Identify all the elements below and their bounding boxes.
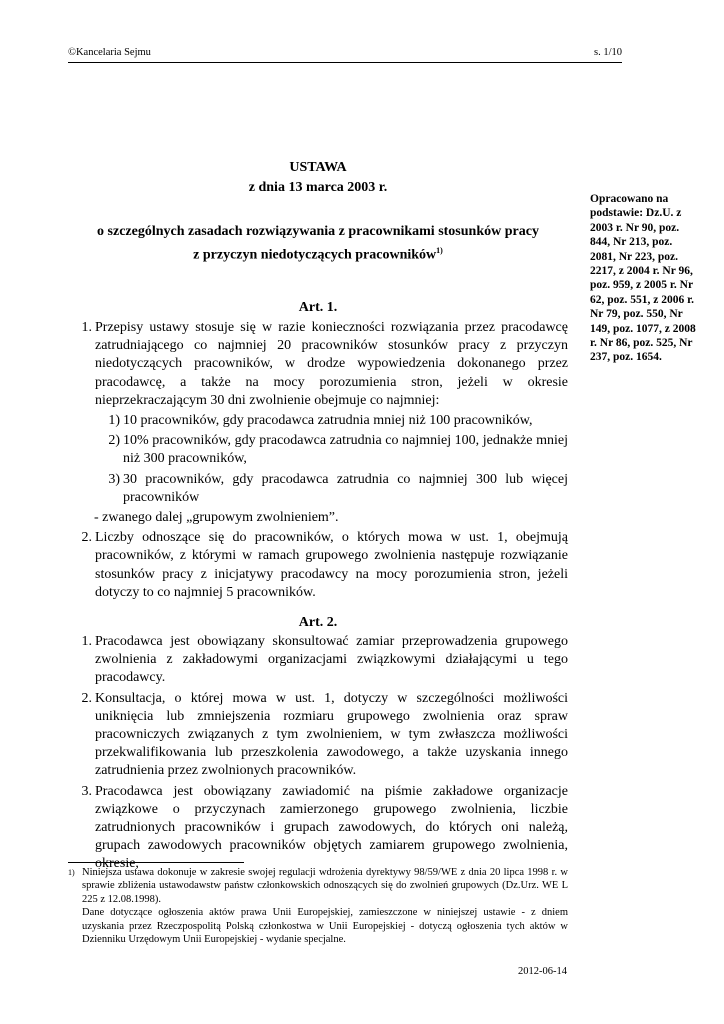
art2-heading: Art. 2. (298, 615, 338, 630)
item-text: 30 pracowników, gdy pracodawca zatrudnia co najmniej 300 lub więcej pracowników (123, 471, 568, 505)
act-subject-line1: o szczególnych zasadach rozwiązywania z pracownikami stosunków pracy (97, 224, 539, 239)
header-rule (68, 62, 622, 63)
paragraph-text: Przepisy ustawy stosuje się w razie konieczności rozwiązania przez pracodawcę zatrudniającego co najmniej 20 pracowników stosunków pracy z przyczyn niedotyczących pracowników, w drodze wypowiedzenia dokonanego przez pracodawcę, a także na mocy porozumienia stron, jeżeli w okresie nieprzekraczającym 30 dni zwolnienie obejmuje co najmniej: (95, 320, 568, 408)
art2-paragraph-2 (68, 690, 568, 781)
paragraph-number: 2. (81, 690, 92, 706)
footnote-rule (68, 862, 244, 863)
art1-trailing-text: - zwanego dalej „grupowym zwolnieniem”. (94, 510, 339, 526)
art1-item-2 (100, 432, 568, 468)
header-source: ©Kancelaria Sejmu (68, 47, 151, 58)
art2-paragraph-3 (68, 783, 568, 874)
art1-body (68, 319, 568, 602)
paragraph-number: 3. (81, 783, 92, 799)
art1-heading: Art. 1. (298, 300, 338, 315)
footnote-text (82, 866, 568, 946)
act-subject (68, 222, 568, 265)
footnote-ref[interactable]: 1) (436, 246, 443, 255)
act-subject-line2: z przyczyn niedotyczących pracowników (193, 247, 437, 263)
page-number: s. 1/10 (593, 47, 622, 58)
paragraph-text: Liczby odnoszące się do pracowników, o których mowa w ust. 1, obejmują pracowników, z którymi w ramach grupowego zwolnienia następuje rozwiązanie stosunków pracy z inicjatywy pracodawcy na mocy porozumienia stron, jeżeli dotyczy to co najmniej 5 pracowników. (95, 530, 568, 600)
act-date: z dnia 13 marca 2003 r. (248, 180, 388, 195)
act-title: USTAWA (289, 160, 347, 175)
page-header (68, 47, 622, 58)
item-number: 2) (108, 433, 120, 449)
art1-paragraph-1 (68, 319, 568, 410)
footnote-text-2: Dane dotyczące ogłoszenia aktów prawa Unii Europejskiej, zamieszczone w niniejszej ustawie - z dniem uzyskania przez Rzeczpospolitą Polską członkostwa w Unii Europejskiej - dotyczą ogłoszenia tych aktów w Dzienniku Urzędowym Unii Europejskiej - wydanie specjalne. (82, 907, 568, 946)
paragraph-number: 1. (81, 320, 92, 335)
footnote-mark: 1) (68, 868, 75, 877)
paragraph-text: Pracodawca jest obowiązany skonsultować zamiar przeprowadzenia grupowego zwolnienia z zakładowymi organizacjami związkowymi działającymi u tego pracodawcy. (95, 634, 568, 686)
item-text: 10 pracowników, gdy pracodawca zatrudnia mniej niż 100 pracowników, (123, 413, 533, 429)
paragraph-number: 1. (81, 634, 92, 649)
item-number: 1) (108, 413, 120, 429)
art1-item-3 (100, 471, 568, 507)
footnote (68, 866, 568, 946)
item-number: 3) (108, 471, 120, 487)
footnote-text-1: Niniejsza ustawa dokonuje w zakresie swojej regulacji wdrożenia dyrektywy 98/59/WE z dnia 20 lipca 1998 r. w sprawie zbliżenia ustawodawstw państw członkowskich odnoszących się do zwolnień grupowych (Dz.Urz. WE L 225 z 12.08.1998). (82, 867, 568, 905)
item-text: 10% pracowników, gdy pracodawca zatrudnia co najmniej 100, jednakże mniej niż 300 pracowników, (123, 433, 568, 467)
art1-paragraph-2 (68, 529, 568, 602)
paragraph-number: 2. (81, 530, 92, 546)
paragraph-text: Pracodawca jest obowiązany zawiadomić na piśmie zakładowe organizacje związkowe o przyczynach zamierzonego grupowego zwolnienia, liczbie zatrudnionych pracowników i grupach zawodowych, do których oni należą, grupach zawodowych pracowników objętych zamiarem grupowego zwolnienia, okresie, (95, 783, 568, 872)
art1-item-1 (100, 412, 568, 430)
footer-date: 2012-06-14 (518, 966, 567, 977)
art2-paragraph-1 (68, 633, 568, 688)
art2-body (68, 633, 568, 874)
paragraph-text: Konsultacja, o której mowa w ust. 1, dotyczy w szczególności możliwości uniknięcia lub zmniejszenia rozmiaru grupowego zwolnienia oraz spraw pracowniczych związanych z tym zwolnieniem, w tym zwłaszcza możliwości przekwalifikowania lub przeszkolenia zawodowego, a także uzyskania innego zatrudnienia przez zwolnionych pracowników. (95, 690, 568, 779)
side-note: Opracowano na podstawie: Dz.U. z 2003 r. Nr 90, poz. 844, Nr 213, poz. 2081, Nr 223, poz. 2217, z 2004 r. Nr 96, poz. 959, z 2005 r. Nr 62, poz. 551, z 2006 r. Nr 79, poz. 550, Nr 149, poz. 1077, z 2008 r. Nr 86, poz. 525, Nr 237, poz. 1654. (590, 193, 696, 364)
